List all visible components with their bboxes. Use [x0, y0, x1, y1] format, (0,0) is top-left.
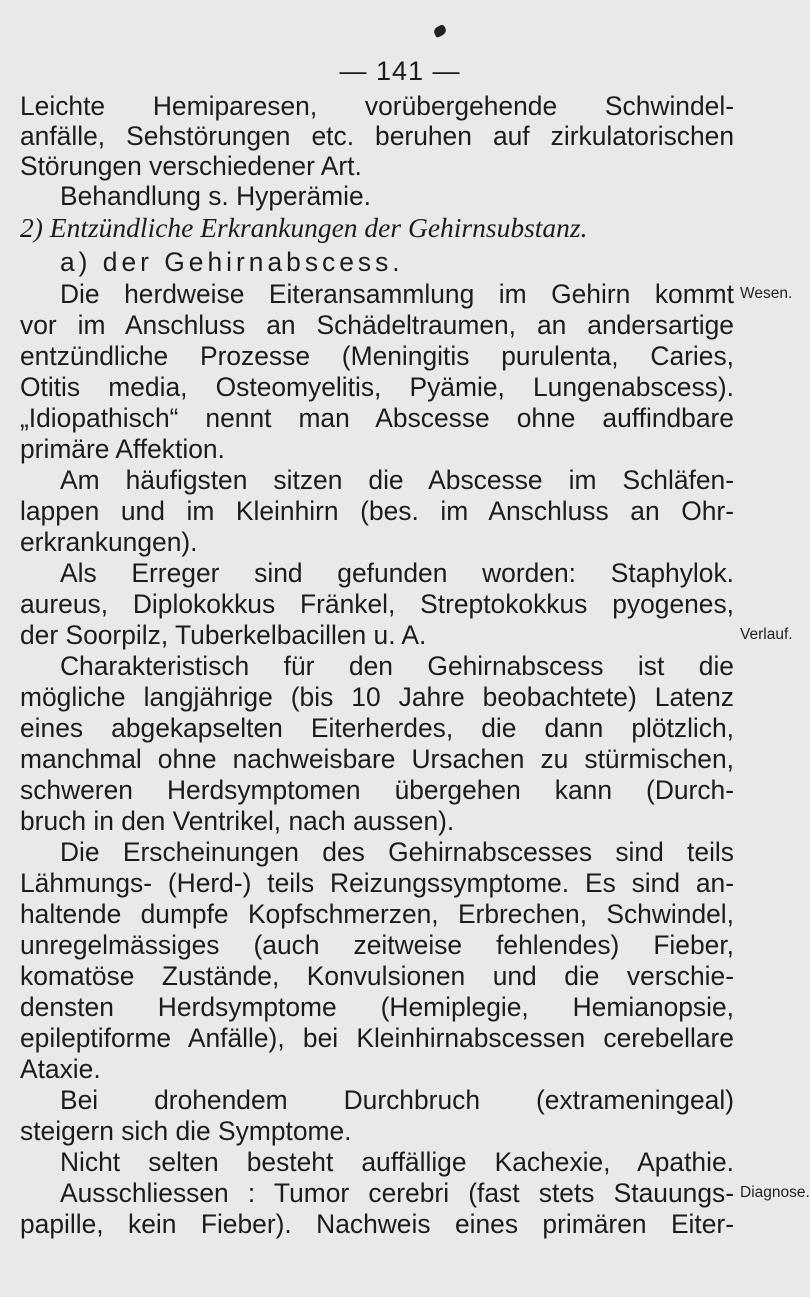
text-line: lappen und im Kleinhirn (bes. im Anschluss an Ohr- — [20, 496, 734, 526]
text-line: der Soorpilz, Tuberkelbacillen u. A. — [20, 620, 427, 650]
text-line: Als Erreger sind gefunden worden: Staphylok. — [60, 558, 734, 588]
text-line: Die herdweise Eiteransammlung im Gehirn kommt — [60, 279, 734, 309]
text-line: erkrankungen). — [20, 527, 198, 557]
text-line: „Idiopathisch“ nennt man Abscesse ohne auffindbare — [20, 403, 734, 433]
text-line: bruch in den Ventrikel, nach aussen). — [20, 806, 455, 836]
text-line: anfälle, Sehstörungen etc. beruhen auf zirkulatorischen — [20, 121, 734, 151]
text-line: primäre Affektion. — [20, 434, 225, 464]
text-line: Ataxie. — [20, 1054, 101, 1084]
ink-mark — [432, 24, 447, 38]
text-line: komatöse Zustände, Konvulsionen und die verschie- — [20, 961, 734, 991]
text-line: Leichte Hemiparesen, vorübergehende Schwindel- — [20, 91, 734, 121]
page-number: — 141 — — [339, 56, 461, 86]
text-line: Lähmungs- (Herd-) teils Reizungssymptome. Es sind an- — [20, 868, 734, 898]
margin-note-diagnose: Diagnose. — [740, 1184, 810, 1201]
text-line: Behandlung s. Hyperämie. — [60, 181, 372, 211]
text-line: entzündliche Prozesse (Meningitis purulenta, Caries, — [20, 341, 734, 371]
text-line: aureus, Diplokokkus Fränkel, Streptokokkus pyogenes, — [20, 589, 734, 619]
text-line: unregelmässiges (auch zeitweise fehlendes) Fieber, — [20, 930, 734, 960]
margin-note-verlauf: Verlauf. — [740, 626, 793, 643]
text-line: eines abgekapselten Eiterherdes, die dann plötzlich, — [20, 713, 734, 743]
text-line: Am häufigsten sitzen die Abscesse im Schläfen- — [60, 465, 734, 495]
text-line: Störungen verschiedener Art. — [20, 151, 362, 181]
text-line: Die Erscheinungen des Gehirnabscesses sind teils — [60, 837, 734, 867]
subsection-heading: a) der Gehirnabscess. — [60, 247, 404, 277]
section-heading: 2) Entzündliche Erkrankungen der Gehirnsubstanz. — [20, 212, 588, 243]
text-line: manchmal ohne nachweisbare Ursachen zu stürmischen, — [20, 744, 734, 774]
text-line: steigern sich die Symptome. — [20, 1116, 352, 1146]
text-line: Ausschliessen : Tumor cerebri (fast stets Stauungs- — [60, 1178, 734, 1208]
text-line: mögliche langjährige (bis 10 Jahre beobachtete) Latenz — [20, 682, 734, 712]
text-line: densten Herdsymptome (Hemiplegie, Hemianopsie, — [20, 992, 734, 1022]
margin-note-wesen: Wesen. — [740, 285, 793, 302]
text-line: Nicht selten besteht auffällige Kachexie, Apathie. — [60, 1147, 734, 1177]
text-line: vor im Anschluss an Schädeltraumen, an andersartige — [20, 310, 734, 340]
text-line: Charakteristisch für den Gehirnabscess ist die — [60, 651, 734, 681]
text-line: schweren Herdsymptomen übergehen kann (Durch- — [20, 775, 734, 805]
text-line: papille, kein Fieber). Nachweis eines primären Eiter- — [20, 1209, 734, 1239]
text-line: Otitis media, Osteomyelitis, Pyämie, Lungenabscess). — [20, 372, 734, 402]
text-line: haltende dumpfe Kopfschmerzen, Erbrechen, Schwindel, — [20, 899, 734, 929]
text-line: epileptiforme Anfälle), bei Kleinhirnabscessen cerebellare — [20, 1023, 734, 1053]
text-line: Bei drohendem Durchbruch (extrameningeal) — [60, 1085, 734, 1115]
